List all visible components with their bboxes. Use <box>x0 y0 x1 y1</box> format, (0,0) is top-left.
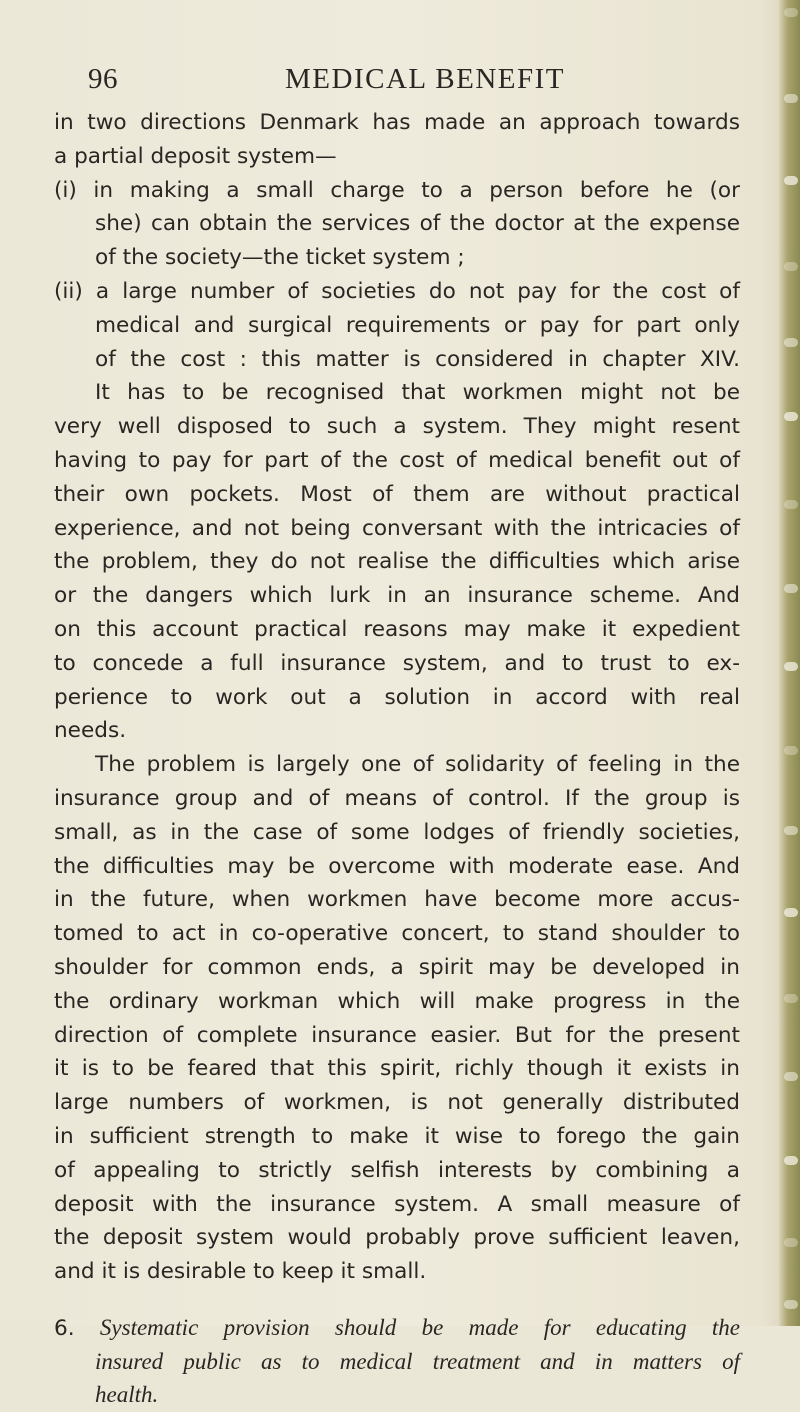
text-line: tomed to act in co-operative concert, to stand shoulder to <box>54 921 740 947</box>
text-line: in the future, when workmen have become more accus- <box>54 887 740 913</box>
paragraph-problem <box>54 748 740 1289</box>
list-item-ii <box>54 275 740 376</box>
text-line: insurance group and of means of control. If the group is <box>54 785 740 811</box>
text-line: their own pockets. Most of them are without practical <box>54 481 740 507</box>
text-line: the deposit system would probably prove sufficient leaven, <box>54 1225 740 1251</box>
text-line: the problem, they do not realise the difficulties which arise <box>54 549 740 575</box>
edge-mark <box>784 826 798 835</box>
text-line: shoulder for common ends, a spirit may be developed in <box>54 954 740 980</box>
edge-mark <box>784 412 798 421</box>
text-line: the difficulties may be overcome with moderate ease. And <box>54 853 740 879</box>
edge-mark <box>784 662 798 671</box>
text-line: or the dangers which lurk in an insurance scheme. And <box>54 583 740 609</box>
text-line: perience to work out a solution in accord with real <box>54 684 740 710</box>
text-line: needs. <box>54 718 127 744</box>
text-line: and it is desirable to keep it small. <box>54 1259 427 1285</box>
running-head: MEDICAL BENEFIT <box>285 63 565 95</box>
edge-mark <box>784 746 798 755</box>
text-line: a partial deposit system— <box>54 143 337 169</box>
section-gap <box>54 1289 740 1311</box>
text-line: small, as in the case of some lodges of friendly societies, <box>54 819 740 845</box>
edge-mark <box>784 994 798 1003</box>
text-line: to concede a full insurance system, and to trust to ex- <box>54 650 740 676</box>
text-line: (ii) a large number of societies do not pay for the cost of <box>54 278 740 304</box>
edge-mark <box>784 8 798 17</box>
text-line: direction of complete insurance easier. But for the present <box>54 1022 740 1048</box>
edge-mark <box>784 262 798 271</box>
page-number: 96 <box>88 63 118 95</box>
text-line: of the society—the ticket system ; <box>95 245 465 271</box>
section-number: 6. <box>54 1315 75 1341</box>
edge-mark <box>784 500 798 509</box>
paragraph-recognised <box>54 376 740 748</box>
text-line: of the cost : this matter is considered in chapter XIV. <box>95 346 740 372</box>
text-line: on this account practical reasons may make it expedient <box>54 616 740 642</box>
body-text <box>54 106 740 1412</box>
text-line: experience, and not being conversant with the intricacies of <box>54 515 740 541</box>
page-edge <box>778 0 800 1326</box>
text-line: health. <box>95 1382 159 1408</box>
text-line: in sufficient strength to make it wise to forego the gain <box>54 1123 740 1149</box>
text-line: very well disposed to such a system. They might resent <box>54 414 740 440</box>
edge-mark <box>784 1072 798 1081</box>
edge-mark <box>784 1156 798 1165</box>
text-line: in two directions Denmark has made an approach towards <box>54 110 740 135</box>
text-line: the ordinary workman which will make progress in the <box>54 988 740 1014</box>
edge-mark <box>784 94 798 103</box>
intro-paragraph <box>54 106 740 174</box>
text-line: The problem is largely one of solidarity of feeling in the <box>95 752 740 778</box>
text-line: It has to be recognised that workmen might not be <box>95 380 740 406</box>
list-item-i <box>54 174 740 275</box>
section-heading-line: Systematic provision should be made for educating the <box>99 1314 740 1340</box>
text-line: large numbers of workmen, is not generally distributed <box>54 1090 740 1116</box>
edge-mark <box>784 1300 798 1309</box>
text-line: having to pay for part of the cost of medical benefit out of <box>54 447 740 473</box>
edge-mark <box>784 584 798 593</box>
edge-mark <box>784 1238 798 1247</box>
text-line <box>54 1311 740 1345</box>
edge-mark <box>784 176 798 185</box>
edge-mark <box>784 908 798 917</box>
section-6-heading <box>54 1311 740 1412</box>
text-line: (i) in making a small charge to a person before he (or <box>54 177 740 203</box>
text-line: she) can obtain the services of the doctor at the expense <box>95 211 740 237</box>
edge-mark <box>784 338 798 347</box>
text-line: deposit with the insurance system. A small measure of <box>54 1191 740 1217</box>
text-line: of appealing to strictly selfish interests by combining a <box>54 1157 740 1183</box>
text-line: medical and surgical requirements or pay for part only <box>95 312 740 338</box>
text-line: insured public as to medical treatment and in matters of <box>95 1348 740 1374</box>
page-header <box>88 62 748 98</box>
text-line: it is to be feared that this spirit, richly though it exists in <box>54 1056 740 1082</box>
